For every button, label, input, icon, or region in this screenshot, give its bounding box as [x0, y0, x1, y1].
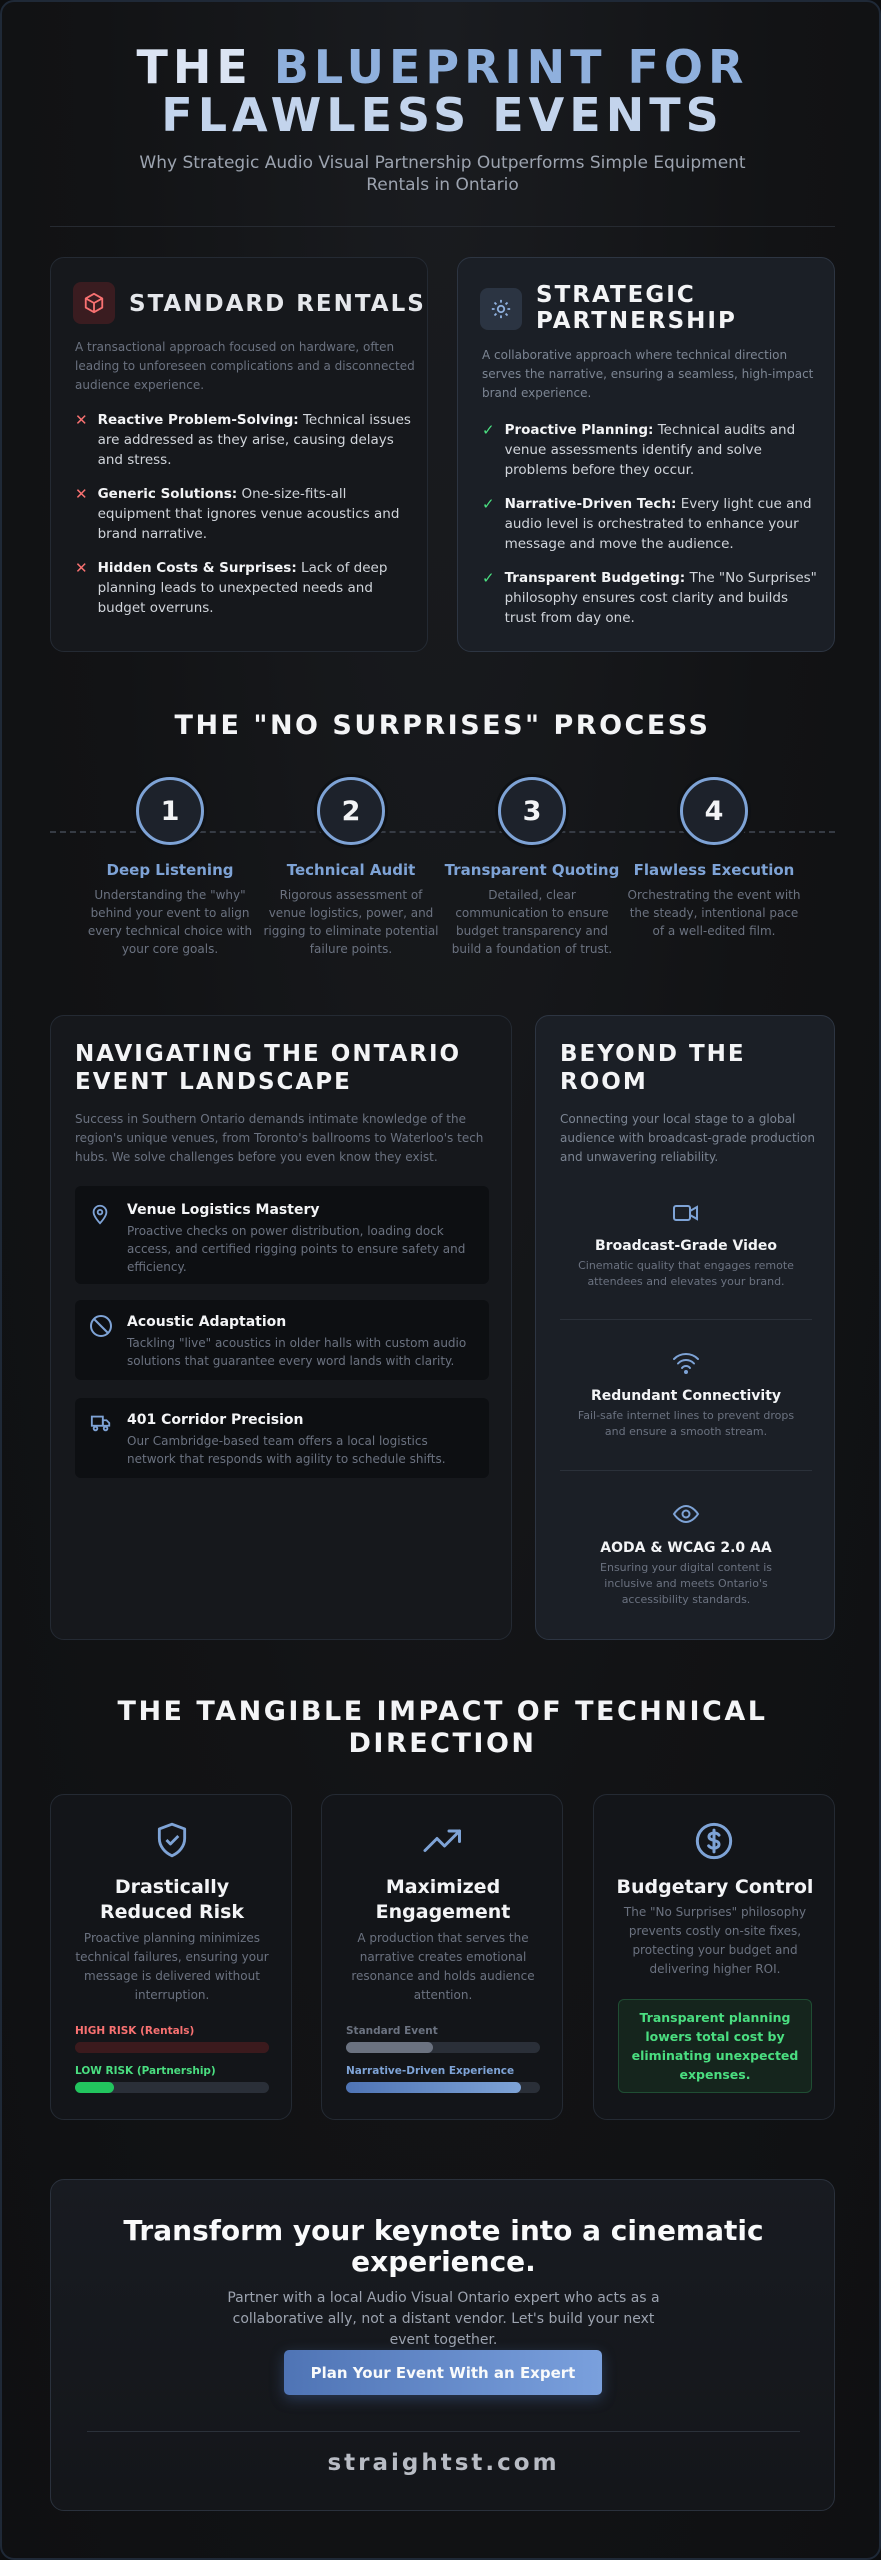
- feature-title: Venue Logistics Mastery: [127, 1202, 320, 1218]
- service-desc: Cinematic quality that engages remote attendees and elevates your brand.: [578, 1259, 794, 1288]
- step-4-title: Flawless Execution: [633, 861, 795, 879]
- strategic-title-line1: STRATEGIC: [536, 282, 696, 308]
- step-2-circle: 2: [317, 777, 385, 845]
- feature-venue-logistics: [75, 1186, 489, 1284]
- cta-title: [71, 2215, 816, 2277]
- service-divider: [560, 1470, 812, 1471]
- item-bold: Generic Solutions:: [97, 486, 238, 502]
- item-text: The "No Surprises" philosophy ensures cost clarity and builds trust from day one.: [504, 570, 817, 626]
- service-title: Redundant Connectivity: [590, 1388, 782, 1404]
- list-item: [75, 410, 415, 470]
- feature-title: 401 Corridor Precision: [127, 1412, 304, 1428]
- item-text: Technical audits and venue assessments identify and solve problems before they occur.: [504, 422, 796, 478]
- x-icon: ✕: [75, 559, 88, 577]
- impact-card-desc: The "No Surprises" philosophy prevents costly on-site fixes, protecting your budget and delivering higher ROI.: [623, 1905, 807, 1976]
- truck-icon: [89, 1412, 113, 1438]
- item-text: Technical issues are addressed as they arise, causing delays and stress.: [97, 412, 411, 468]
- item-bold: Reactive Problem-Solving:: [97, 412, 299, 428]
- item-bold: Proactive Planning:: [504, 422, 654, 438]
- item-bold: Transparent Budgeting:: [504, 570, 686, 586]
- step-4-circle: 4: [680, 777, 748, 845]
- cta-description: Partner with a local Audio Visual Ontario expert who acts as a collaborative ally, not a distant vendor. Let's build your next event together.: [227, 2290, 660, 2348]
- step-2-desc: Rigorous assessment of venue logistics, power, and rigging to eliminate potential failure points.: [263, 888, 439, 956]
- eye-icon: [672, 1504, 700, 1528]
- impact-title: [2, 1696, 881, 1760]
- list-item: [75, 484, 415, 544]
- step-3-circle: 3: [498, 777, 566, 845]
- bar-track: [75, 2042, 269, 2053]
- title-white-part: THE: [136, 40, 274, 94]
- item-text: Every light cue and audio level is orchestrated to enhance your message and move the audience.: [504, 496, 812, 552]
- item-text: One-size-fits-all equipment that ignores venue acoustics and brand narrative.: [97, 486, 400, 542]
- landscape-title-line2: EVENT LANDSCAPE: [75, 1069, 352, 1095]
- step-1-title: Deep Listening: [106, 861, 234, 879]
- standard-list: [75, 410, 415, 618]
- bar-label-narrative: Narrative-Driven Experience: [346, 2065, 515, 2077]
- shield-check-icon: [153, 1821, 191, 1863]
- cta-card: [50, 2179, 835, 2511]
- impact-card-title: [61, 1875, 283, 1925]
- feature-desc: Tackling "live" acoustics in older halls with custom audio solutions that guarantee every word lands with clarity.: [127, 1336, 467, 1368]
- item-bold: Narrative-Driven Tech:: [504, 496, 677, 512]
- bar-fill-high-risk: [75, 2042, 269, 2053]
- title-line-2: FLAWLESS EVENTS: [161, 88, 724, 142]
- x-icon: ✕: [75, 411, 88, 429]
- cta-title-line1: Transform your keynote into a cinematic: [123, 2214, 764, 2247]
- step-1-desc: Understanding the "why" behind your event to align every technical choice with your core goals.: [87, 888, 253, 956]
- step-4-desc: Orchestrating the event with the steady, intentional pace of a well-edited film.: [627, 888, 801, 938]
- step-2-title: Technical Audit: [286, 861, 416, 879]
- landscape-description: Success in Southern Ontario demands intimate knowledge of the region's unique venues, from Toronto's ballrooms to Waterloo's tech hubs. We solve challenges before you even know they exist.: [75, 1112, 484, 1164]
- beyond-the-room-card: [535, 1015, 835, 1640]
- impact-title-line1: THE TANGIBLE IMPACT OF TECHNICAL: [117, 1696, 768, 1727]
- title-blue-part: BLUEPRINT FOR: [273, 40, 749, 94]
- item-bold: Hidden Costs & Surprises:: [97, 560, 297, 576]
- step-3-title: Transparent Quoting: [444, 861, 620, 879]
- beyond-title-line1: BEYOND THE: [560, 1041, 746, 1067]
- check-icon: ✓: [482, 495, 495, 513]
- brand-link[interactable]: straightst.com: [327, 2450, 560, 2476]
- bar-label-high-risk: HIGH RISK (Rentals): [75, 2025, 195, 2037]
- x-icon: ✕: [75, 485, 88, 503]
- bar-fill-low-risk: [75, 2082, 114, 2093]
- cube-icon: [73, 282, 115, 324]
- strategic-title: [536, 282, 737, 334]
- impact-title-part: Drastically: [114, 1876, 230, 1898]
- impact-title-part: Maximized: [385, 1876, 501, 1898]
- feature-desc: Proactive checks on power distribution, loading dock access, and certified rigging points to ensure safety and efficiency.: [127, 1224, 466, 1274]
- map-pin-icon: [89, 1202, 111, 1230]
- bar-fill-standard: [346, 2042, 433, 2053]
- landscape-title-line1: NAVIGATING THE ONTARIO: [75, 1041, 462, 1067]
- impact-card-desc: A production that serves the narrative creates emotional resonance and holds audience attention.: [351, 1931, 535, 2002]
- strategic-list: [482, 420, 822, 628]
- strategic-description: A collaborative approach where technical direction serves the narrative, ensuring a seamless, high-impact brand experience.: [482, 348, 814, 400]
- standard-title: STANDARD RENTALS: [129, 291, 426, 317]
- bar-fill-narrative: [346, 2082, 521, 2093]
- item-text: Lack of deep planning leads to unexpected needs and budget overruns.: [97, 560, 388, 616]
- ontario-landscape-card: [50, 1015, 512, 1640]
- beyond-title-line2: ROOM: [560, 1069, 648, 1095]
- impact-card-title: [332, 1875, 554, 1925]
- standard-rentals-card: [50, 257, 428, 652]
- impact-card-budget: [593, 1794, 835, 2120]
- bar-track: [346, 2082, 540, 2093]
- list-item: [482, 568, 822, 628]
- impact-title-part: Reduced Risk: [99, 1901, 245, 1923]
- bar-track: [75, 2082, 269, 2093]
- budget-callout: Transparent planning lowers total cost by eliminating unexpected expenses.: [618, 1999, 812, 2093]
- strategic-title-line2: PARTNERSHIP: [536, 308, 737, 334]
- list-item: [75, 558, 415, 618]
- standard-description: A transactional approach focused on hardware, often leading to unforeseen complications and a disconnected audience experience.: [75, 340, 415, 392]
- header-divider: [50, 226, 835, 227]
- landscape-title: [75, 1040, 461, 1096]
- service-divider: [560, 1319, 812, 1320]
- bar-track: [346, 2042, 540, 2053]
- impact-card-engagement: [321, 1794, 563, 2120]
- trending-up-icon: [422, 1825, 464, 1859]
- beyond-description: Connecting your local stage to a global audience with broadcast-grade production and unwavering reliability.: [560, 1112, 815, 1164]
- step-1-circle: 1: [136, 777, 204, 845]
- feature-desc: Our Cambridge-based team offers a local logistics network that responds with agility to schedule shifts.: [127, 1434, 446, 1466]
- list-item: [482, 420, 822, 480]
- plan-event-button[interactable]: Plan Your Event With an Expert: [284, 2350, 602, 2395]
- impact-card-title: Budgetary Control: [616, 1876, 814, 1898]
- wifi-icon: [672, 1351, 700, 1379]
- page-title: [2, 40, 881, 142]
- process-title: THE "NO SURPRISES" PROCESS: [174, 710, 711, 741]
- gear-icon: [480, 288, 522, 330]
- check-icon: ✓: [482, 421, 495, 439]
- strategic-partnership-card: [457, 257, 835, 652]
- feature-401-corridor: [75, 1398, 489, 1478]
- page-subtitle: Why Strategic Audio Visual Partnership Outperforms Simple Equipment Rentals in Ontario: [139, 153, 746, 195]
- impact-card-risk: [50, 1794, 292, 2120]
- bar-label-low-risk: LOW RISK (Partnership): [75, 2065, 216, 2077]
- video-camera-icon: [672, 1202, 700, 1228]
- beyond-title: [560, 1040, 746, 1096]
- list-item: [482, 494, 822, 554]
- impact-card-desc: Proactive planning minimizes technical failures, ensuring your message is delivered without interruption.: [75, 1931, 269, 2002]
- feature-acoustic-adaptation: [75, 1300, 489, 1380]
- impact-title-part: Engagement: [375, 1901, 511, 1923]
- bar-label-standard: Standard Event: [346, 2025, 438, 2037]
- service-title: Broadcast-Grade Video: [595, 1238, 777, 1254]
- impact-title-line2: DIRECTION: [348, 1728, 537, 1759]
- feature-title: Acoustic Adaptation: [127, 1314, 287, 1330]
- cta-divider: [87, 2431, 800, 2432]
- step-3-desc: Detailed, clear communication to ensure budget transparency and build a foundation of trust.: [451, 888, 613, 956]
- service-title: AODA & WCAG 2.0 AA: [600, 1540, 772, 1556]
- check-icon: ✓: [482, 569, 495, 587]
- cta-title-line2: experience.: [351, 2245, 536, 2278]
- dollar-circle-icon: [694, 1821, 734, 1865]
- no-sound-icon: [89, 1314, 113, 1342]
- service-desc: Ensuring your digital content is inclusive and meets Ontario's accessibility standards.: [600, 1561, 772, 1606]
- service-desc: Fail-safe internet lines to prevent drops and ensure a smooth stream.: [577, 1409, 795, 1438]
